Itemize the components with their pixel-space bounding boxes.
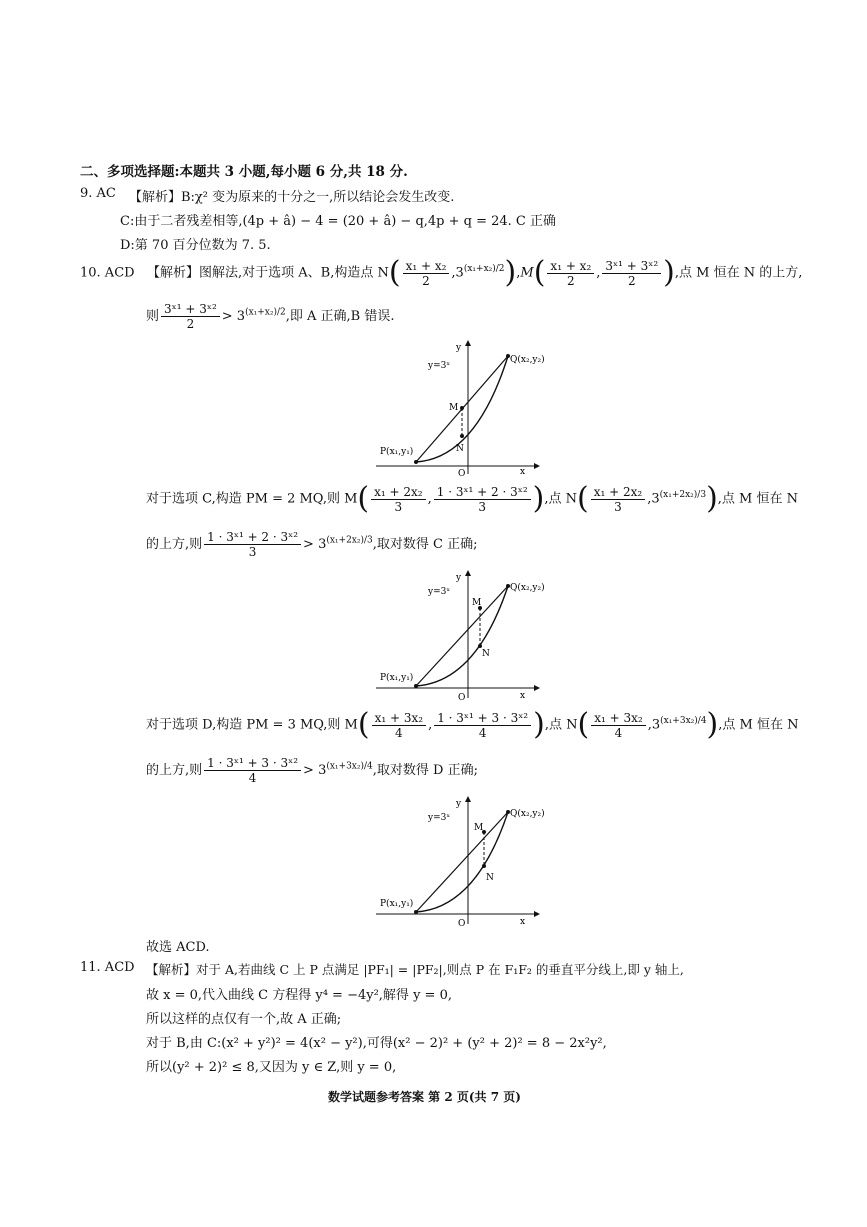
q11-line2: 故 x = 0,代入曲线 C 方程得 y⁴ = −4y²,解得 y = 0,	[146, 988, 452, 1003]
svg-text:y=3ˣ: y=3ˣ	[428, 813, 451, 823]
q11-line4: 对于 B,由 C:(x² + y²)² = 4(x² − y²),可得(x² − 2)² + (y² + 2)² = 8 − 2x²y²,	[146, 1036, 607, 1051]
q10-ab-inequality: 则 $\frac{\text{3ˣ¹ + 3ˣ²}}{2}$ > $3^{(x_1+x_2)/2}$,即 A 正确,B 错误.	[146, 302, 395, 331]
q9-line-d: D:第 70 百分位数为 7. 5.	[120, 238, 271, 253]
q11-line3: 所以这样的点仅有一个,故 A 正确;	[146, 1012, 342, 1027]
graph-d	[376, 794, 576, 934]
svg-text:x: x	[520, 691, 526, 701]
n-x-fraction: $\frac{\text{x₁ + x₂}}{2}$	[403, 259, 450, 288]
m-y-fraction: $\frac{\text{3ˣ¹ + 3ˣ²}}{2}$	[602, 259, 661, 288]
q10-d-line1: 对于选项 D,构造 PM = 3 MQ,则 M( $\frac{\text{x₁ + 3x₂}}{4}$ , $\frac{\text{1 · 3ˣ¹ + 3 · 3ˣ²}}{4}$ ),点 N( $\frac{\text{x₁ + 3x₂}}{4}$ $,3^{(x_1+3x_2)/4}$),点 M 恒在 N	[146, 707, 799, 742]
graph-ab	[376, 338, 576, 478]
svg-text:Q(x₂,y₂): Q(x₂,y₂)	[510, 355, 545, 365]
q9-label: 9. AC	[80, 186, 116, 201]
svg-text:M: M	[474, 823, 484, 833]
svg-text:N: N	[482, 649, 490, 659]
svg-text:P(x₁,y₁): P(x₁,y₁)	[380, 673, 414, 683]
svg-text:y: y	[456, 573, 462, 583]
svg-text:N: N	[456, 444, 464, 454]
q10-intro: 【解析】图解法,对于选项 A、B,构造点 N	[146, 265, 389, 281]
q10-c-line2: 的上方,则 $\frac{\text{1 · 3ˣ¹ + 2 · 3ˣ²}}{3}$ > $3^{(x_1+2x_2)/3}$,取对数得 C 正确;	[146, 530, 478, 559]
q11-label: 11. ACD	[80, 960, 135, 975]
svg-text:Q(x₂,y₂): Q(x₂,y₂)	[510, 583, 545, 593]
q10-d-line2: 的上方,则 $\frac{\text{1 · 3ˣ¹ + 3 · 3ˣ²}}{4}$ > $3^{(x_1+3x_2)/4}$,取对数得 D 正确;	[146, 756, 478, 785]
q10-final: 故选 ACD.	[146, 940, 210, 955]
svg-text:x: x	[520, 467, 526, 477]
q10-label: 10. ACD	[80, 265, 135, 281]
q9-analysis: 【解析】B:χ² 变为原来的十分之一,所以结论会发生改变.	[129, 190, 455, 205]
svg-text:N: N	[486, 873, 494, 883]
svg-text:P(x₁,y₁): P(x₁,y₁)	[380, 447, 414, 457]
svg-text:M: M	[472, 598, 482, 608]
svg-text:O: O	[458, 469, 466, 478]
section-heading: 二、多项选择题:本题共 3 小题,每小题 6 分,共 18 分.	[80, 164, 408, 180]
svg-text:y: y	[456, 343, 462, 353]
svg-text:y=3ˣ: y=3ˣ	[428, 587, 451, 597]
svg-text:P(x₁,y₁): P(x₁,y₁)	[380, 899, 414, 909]
svg-text:y: y	[456, 799, 462, 809]
q10-line1: 10. ACD 【解析】图解法,对于选项 A、B,构造点 N( $\frac{\text{x₁ + x₂}}{2}$ $,3^{(x_1+x_2)/2}),M$( $\frac{\text{x₁ + x₂}}{2}$ , $\frac{\text{3ˣ¹ + 3ˣ²}}{2}$ ),点 M 恒在 N 的上方,	[80, 255, 803, 290]
q9-line-c: C:由于二者残差相等,(4p + â) − 4 = (20 + â) − q,4p + q = 24. C 正确	[120, 214, 557, 229]
q11-line1: 【解析】对于 A,若曲线 C 上 P 点满足 |PF₁| = |PF₂|,则点 P 在 F₁F₂ 的垂直平分线上,即 y 轴上,	[146, 962, 684, 977]
svg-text:Q(x₂,y₂): Q(x₂,y₂)	[510, 809, 545, 819]
svg-text:O: O	[458, 693, 466, 703]
svg-text:O: O	[458, 919, 466, 929]
svg-text:M: M	[449, 403, 459, 413]
q10-c-line1: 对于选项 C,构造 PM = 2 MQ,则 M( $\frac{\text{x₁ + 2x₂}}{3}$ , $\frac{\text{1 · 3ˣ¹ + 2 · 3ˣ²}}{3}$ ),点 N( $\frac{\text{x₁ + 2x₂}}{3}$ $,3^{(x_1+2x_2)/3}$),点 M 恒在 N	[146, 481, 798, 516]
svg-text:y=3ˣ: y=3ˣ	[428, 361, 451, 371]
m-x-fraction: $\frac{\text{x₁ + x₂}}{2}$	[547, 259, 594, 288]
page-footer: 数学试题参考答案 第 2 页(共 7 页)	[328, 1090, 521, 1104]
q11-line5: 所以(y² + 2)² ≤ 8,又因为 y ∈ Z,则 y = 0,	[146, 1060, 397, 1075]
graph-c	[376, 568, 576, 708]
svg-text:x: x	[520, 917, 526, 927]
